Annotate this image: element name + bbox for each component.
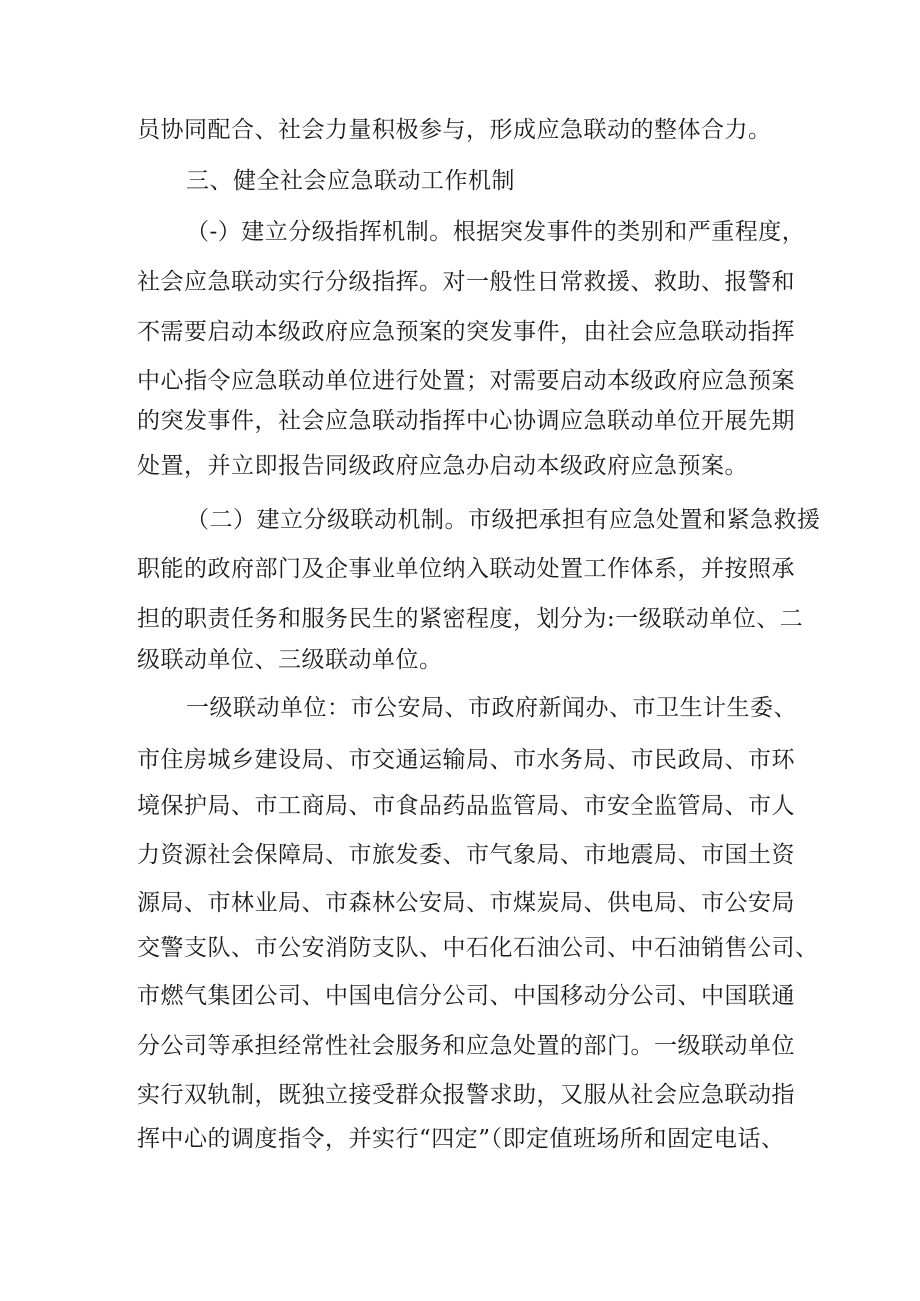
section-heading: 三、健全社会应急联动工作机制	[186, 168, 515, 194]
text-line: 交警支队、市公安消防支队、中石化石油公司、中石油销售公司、	[137, 935, 819, 961]
text-line: 分公司等承担经常性社会服务和应急处置的部门。一级联动单位	[137, 1033, 795, 1059]
text-line: 员协同配合、社会力量积极参与，形成应急联动的整体合力。	[137, 117, 772, 143]
text-line: （-）建立分级指挥机制。根据突发事件的类别和严重程度，	[186, 219, 806, 245]
text-line: 实行双轨制，既独立接受群众报警求助，又服从社会应急联动指	[137, 1082, 795, 1108]
text-line: 的突发事件，社会应急联动指挥中心协调应急联动单位开展先期	[137, 408, 795, 434]
text-line: 级联动单位、三级联动单位。	[137, 647, 443, 673]
text-line: 职能的政府部门及企事业单位纳入联动处置工作体系，并按照承	[137, 556, 795, 582]
text-line: 处置，并立即报告同级政府应急办启动本级政府应急预案。	[137, 453, 748, 479]
text-line: 不需要启动本级政府应急预案的突发事件，由社会应急联动指挥	[137, 319, 795, 345]
text-line: 源局、市林业局、市森林公安局、市煤炭局、供电局、市公安局	[137, 890, 795, 916]
text-line: （二）建立分级联动机制。市级把承担有应急处置和紧急救援	[186, 507, 821, 533]
text-line: 社会应急联动实行分级指挥。对一般性日常救援、救助、报警和	[137, 269, 795, 295]
text-line: 市住房城乡建设局、市交通运输局、市水务局、市民政局、市环	[137, 747, 795, 773]
text-line: 挥中心的调度指令，并实行“四定”（即定值班场所和固定电话、	[137, 1126, 785, 1152]
text-line: 担的职责任务和服务民生的紧密程度，划分为:一级联动单位、二	[137, 606, 804, 632]
text-line: 力资源社会保障局、市旅发委、市气象局、市地震局、市国土资	[137, 842, 795, 868]
text-line: 一级联动单位：市公安局、市政府新闻办、市卫生计生委、	[186, 695, 797, 721]
text-line: 境保护局、市工商局、市食品药品监管局、市安全监管局、市人	[137, 793, 795, 819]
text-line: 市燃气集团公司、中国电信分公司、中国移动分公司、中国联通	[137, 983, 795, 1009]
text-line: 中心指令应急联动单位进行处置；对需要启动本级政府应急预案	[137, 368, 795, 394]
